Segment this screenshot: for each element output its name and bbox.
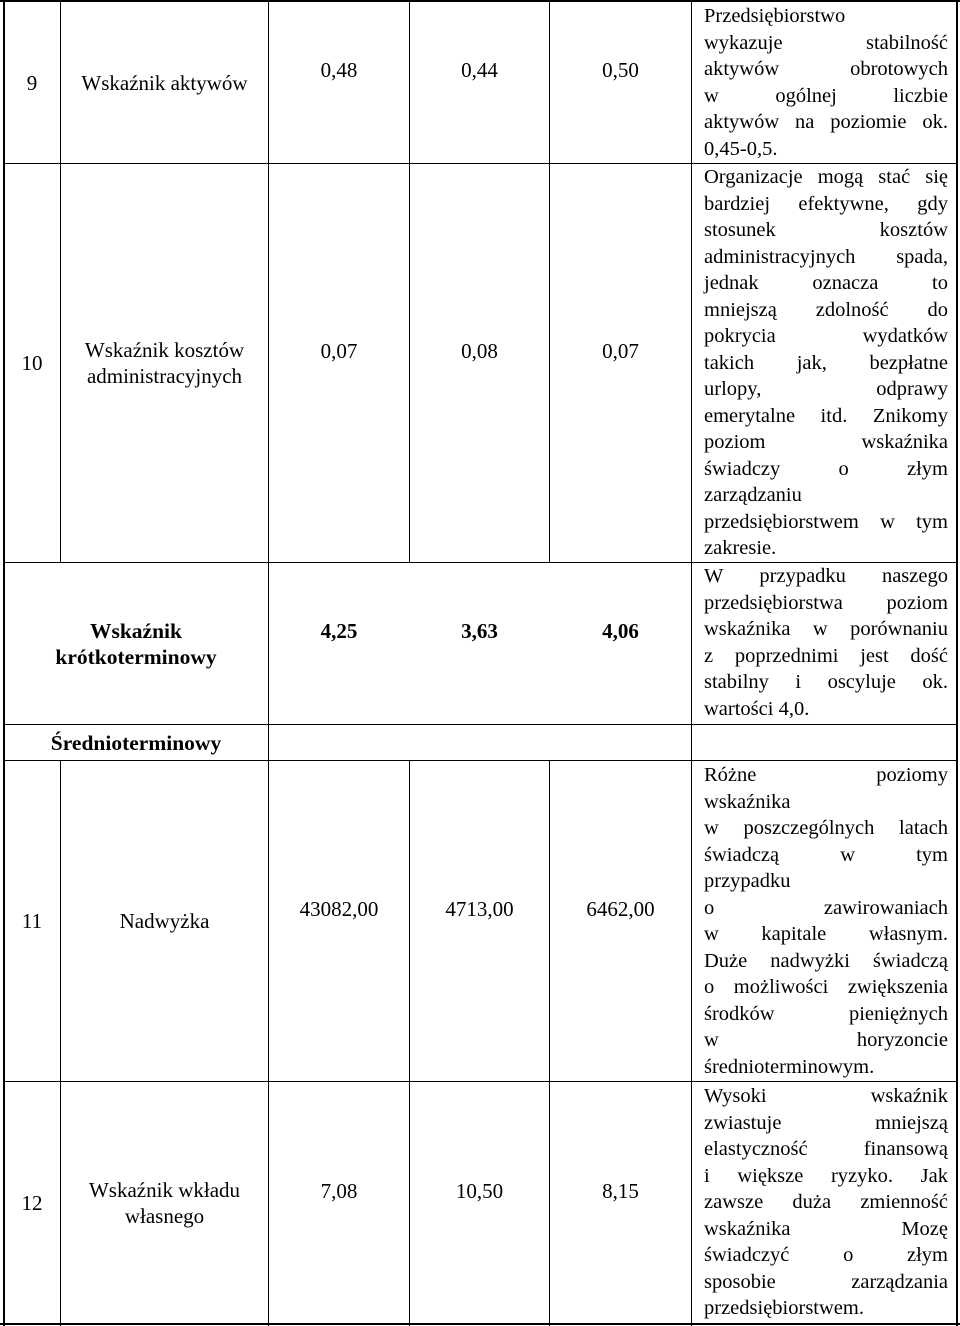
value-year-2: 10,50 — [455, 1179, 504, 1203]
description-line: w poszczególnych latach — [704, 817, 948, 839]
description-line: jednak oznacza to — [704, 272, 948, 294]
description-line: świadczą w tym — [704, 843, 948, 866]
description-line: pokrycia wydatków — [704, 325, 948, 347]
description-line: wartości 4,0. — [704, 697, 810, 720]
description-line: stosunek kosztów — [704, 219, 948, 241]
row-number: 9 — [26, 70, 38, 95]
summary-value-year-2: 3,63 — [461, 619, 498, 643]
description-line: stabilny i oscyluje ok. — [704, 671, 948, 693]
description-line: urlopy, odprawy — [704, 378, 948, 400]
description-line: przypadku — [704, 870, 791, 892]
table-border-bottom — [0, 1323, 960, 1325]
indicator-name-line: Nadwyżka — [119, 909, 210, 933]
description-line: poziom wskaźnika — [704, 431, 948, 453]
description-line: W przypadku naszego — [704, 565, 948, 587]
summary-value-year-1: 4,25 — [320, 619, 358, 643]
value-year-1: 0,48 — [320, 58, 358, 82]
indicator-name-line: Wskaźnik kosztów — [84, 338, 245, 362]
description-line: takich jak, bezpłatne — [704, 351, 948, 374]
description-line: bardziej efektywne, gdy — [704, 192, 948, 215]
description-line: środków pieniężnych — [704, 1002, 948, 1025]
description-line: przedsiębiorstwa poziom — [704, 591, 948, 614]
description-line: zarządzaniu — [704, 484, 802, 506]
indicator-name — [61, 164, 268, 562]
value-year-2: 4713,00 — [445, 897, 514, 921]
description-line: zwiastuje mniejszą — [704, 1111, 948, 1134]
summary-label-line: krótkoterminowy — [55, 644, 217, 669]
value-year-2: 0,44 — [461, 58, 498, 82]
value-year-1: 0,07 — [320, 339, 358, 363]
description-line: sposobie zarządzania — [704, 1270, 948, 1293]
indicator-name — [61, 1082, 268, 1323]
description-line: z poprzednimi jest dość — [704, 644, 948, 667]
row-number: 11 — [21, 909, 43, 933]
value-year-3: 0,07 — [602, 339, 639, 363]
description-line: świadczyć o złym — [704, 1244, 948, 1266]
description-line: administracyjnych spada, — [704, 245, 948, 268]
row-number: 12 — [21, 1190, 43, 1215]
row-number: 10 — [21, 351, 43, 375]
summary-label-line: Wskaźnik — [89, 618, 182, 643]
indicator-name — [61, 2, 268, 163]
description-line: wskaźnika Mozę — [704, 1217, 948, 1240]
description-line: o możliwości zwiększenia — [704, 976, 948, 998]
table-border-right — [956, 0, 958, 1326]
indicator-name — [61, 761, 268, 1081]
indicator-name-line: Wskaźnik wkładu — [88, 1177, 241, 1202]
summary-value-year-3: 4,06 — [602, 619, 639, 643]
description-line: Duże nadwyżki świadczą — [704, 949, 948, 972]
description-line: w ogólnej liczbie — [704, 84, 948, 107]
description-line: Przedsiębiorstwo — [704, 5, 846, 27]
description-line: przedsiębiorstwem w tym — [704, 510, 948, 533]
section-header: Średnioterminowy — [50, 730, 222, 755]
description-line: świadczy o złym — [704, 457, 948, 480]
description-line: w kapitale własnym. — [704, 923, 948, 945]
value-year-3: 0,50 — [602, 58, 639, 82]
description-line: Wysoki wskaźnik — [704, 1085, 948, 1107]
description — [704, 762, 948, 1080]
description-line: elastyczność finansową — [704, 1138, 948, 1160]
description-line: 0,45-0,5. — [704, 137, 778, 160]
summary-label — [4, 563, 268, 724]
value-year-1: 7,08 — [320, 1179, 358, 1203]
description — [704, 3, 948, 162]
description-line: zawsze duża zmienność — [704, 1191, 948, 1213]
description — [704, 164, 948, 562]
indicator-name-line: własnego — [124, 1203, 205, 1228]
description-line: i większe ryzyko. Jak — [704, 1164, 948, 1187]
description-line: Organizacje mogą stać się — [704, 166, 948, 188]
description-line: Różne poziomy — [704, 764, 948, 786]
description-line: wykazuje stabilność — [704, 31, 948, 54]
description-line: zakresie. — [704, 537, 777, 559]
value-year-3: 8,15 — [602, 1179, 639, 1203]
value-year-2: 0,08 — [461, 339, 498, 363]
value-year-3: 6462,00 — [586, 897, 655, 921]
description-line: o zawirowaniach — [704, 896, 948, 919]
description-line: wskaźnika w porównaniu — [704, 618, 948, 640]
description-line: mniejszą zdolność do — [704, 298, 948, 321]
column-divider — [691, 0, 692, 1326]
description — [704, 563, 948, 722]
description-line: aktywów na poziomie ok. — [704, 111, 948, 133]
value-year-1: 43082,00 — [299, 897, 379, 921]
description-line: aktywów obrotowych — [704, 58, 948, 80]
description — [704, 1083, 948, 1322]
description-line: wskaźnika — [704, 790, 791, 813]
indicator-name-line: administracyjnych — [86, 364, 243, 388]
description-line: przedsiębiorstwem. — [704, 1297, 864, 1319]
description-line: w horyzoncie — [704, 1029, 948, 1051]
indicator-name-line: Wskaźnik aktywów — [81, 70, 248, 95]
description-line: emerytalne itd. Znikomy — [704, 404, 948, 427]
description-line: średnioterminowym. — [704, 1055, 875, 1078]
